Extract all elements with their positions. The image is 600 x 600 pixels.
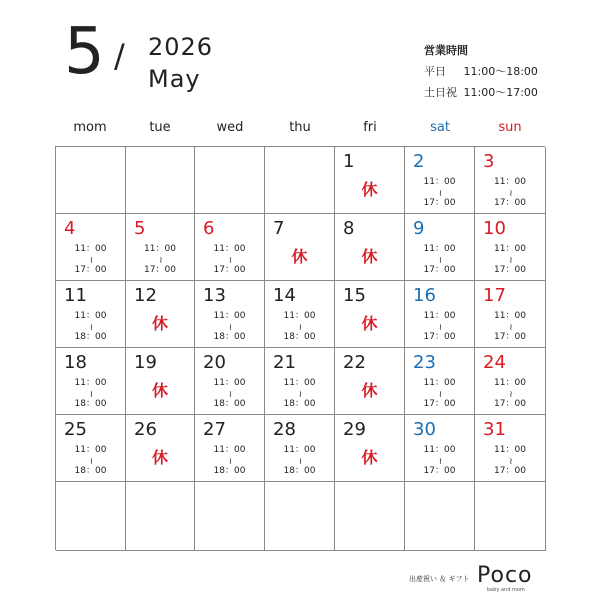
opening-hours	[56, 244, 125, 276]
calendar-day-cell	[195, 482, 265, 551]
day-number: 3	[483, 151, 495, 172]
day-number: 19	[134, 352, 157, 373]
close-time: 18：00	[283, 332, 316, 342]
close-time: 17：00	[213, 265, 246, 275]
closed-label: 休	[361, 448, 378, 467]
close-time: 18：00	[74, 399, 107, 409]
open-time: 11：00	[423, 177, 456, 187]
calendar-day-cell	[265, 482, 335, 551]
range-tilde: ~	[434, 256, 445, 264]
calendar-day-cell	[405, 348, 475, 415]
calendar-day-cell	[265, 348, 335, 415]
calendar-day-cell	[475, 281, 546, 348]
range-tilde: ~	[155, 256, 165, 264]
range-tilde: ~	[224, 323, 235, 331]
calendar-grid	[55, 146, 545, 550]
open-time: 11：00	[283, 311, 316, 321]
open-time: 11：00	[283, 445, 316, 455]
calendar-day-cell	[335, 214, 405, 281]
opening-hours	[405, 378, 474, 410]
range-tilde: ~	[85, 390, 96, 398]
opening-hours	[195, 378, 264, 410]
opening-hours	[56, 445, 125, 477]
close-time: 17：00	[494, 332, 526, 342]
open-time: 11：00	[74, 378, 107, 388]
range-tilde: ~	[434, 189, 445, 197]
calendar-day-cell	[475, 415, 546, 482]
day-number: 25	[64, 419, 87, 440]
closed-label: 休	[361, 247, 378, 266]
range-tilde: ~	[294, 323, 305, 331]
closed-label: 休	[151, 314, 168, 333]
opening-hours	[195, 445, 264, 477]
day-number: 17	[483, 285, 506, 306]
calendar-day-cell	[56, 214, 126, 281]
calendar-day-cell	[475, 482, 546, 551]
range-tilde: ~	[224, 256, 235, 264]
day-number: 2	[413, 151, 425, 172]
close-time: 17：00	[423, 198, 456, 208]
close-time: 18：00	[74, 466, 107, 476]
day-number: 22	[343, 352, 366, 373]
calendar-day-cell	[195, 415, 265, 482]
day-number: 20	[203, 352, 226, 373]
calendar-day-cell	[475, 214, 546, 281]
calendar-day-cell	[405, 281, 475, 348]
calendar-day-cell	[335, 281, 405, 348]
closed-label: 休	[361, 381, 378, 400]
close-time: 17：00	[144, 265, 176, 275]
open-time: 11：00	[494, 177, 526, 187]
calendar-day-cell	[56, 281, 126, 348]
calendar-day-cell	[195, 281, 265, 348]
day-number: 21	[273, 352, 296, 373]
open-time: 11：00	[144, 244, 176, 254]
opening-hours	[475, 177, 545, 209]
calendar-day-cell	[265, 147, 335, 214]
day-number: 29	[343, 419, 366, 440]
opening-hours	[265, 378, 334, 410]
opening-hours	[195, 311, 264, 343]
year-label: 2026	[148, 33, 214, 61]
day-number: 1	[343, 151, 355, 172]
open-time: 11：00	[74, 244, 107, 254]
day-number: 27	[203, 419, 226, 440]
day-number: 10	[483, 218, 506, 239]
close-time: 18：00	[283, 466, 316, 476]
calendar-day-cell	[265, 214, 335, 281]
weekday-header	[55, 120, 545, 136]
calendar-day-cell	[335, 482, 405, 551]
day-number: 31	[483, 419, 506, 440]
range-tilde: ~	[85, 457, 96, 465]
close-time: 17：00	[494, 198, 526, 208]
opening-hours	[405, 244, 474, 276]
close-time: 17：00	[423, 265, 456, 275]
calendar-day-cell	[56, 415, 126, 482]
open-time: 11：00	[423, 311, 456, 321]
month-number: 5	[64, 15, 105, 89]
range-tilde: ~	[505, 457, 515, 465]
range-tilde: ~	[434, 390, 445, 398]
weekday-hours-row	[424, 61, 538, 82]
day-number: 16	[413, 285, 436, 306]
day-number: 12	[134, 285, 157, 306]
open-time: 11：00	[494, 445, 526, 455]
calendar-day-cell	[335, 348, 405, 415]
weekday-mon: mom	[73, 120, 107, 135]
range-tilde: ~	[294, 457, 305, 465]
day-number: 23	[413, 352, 436, 373]
calendar-day-cell	[405, 147, 475, 214]
day-number: 30	[413, 419, 436, 440]
closed-label: 休	[151, 381, 168, 400]
brand-subtitle: baby and mom	[487, 587, 525, 593]
calendar-day-cell	[335, 147, 405, 214]
open-time: 11：00	[423, 244, 456, 254]
open-time: 11：00	[494, 378, 526, 388]
range-tilde: ~	[294, 390, 305, 398]
day-number: 15	[343, 285, 366, 306]
day-number: 9	[413, 218, 425, 239]
calendar-day-cell	[195, 147, 265, 214]
brand-logo: Poco	[477, 563, 533, 588]
calendar-day-cell	[405, 214, 475, 281]
calendar-day-cell	[126, 482, 195, 551]
weekday-thu: thu	[289, 120, 311, 135]
month-name: May	[148, 65, 201, 93]
opening-hours	[475, 311, 545, 343]
close-time: 17：00	[423, 332, 456, 342]
weekday-tue: tue	[149, 120, 171, 135]
range-tilde: ~	[85, 323, 96, 331]
opening-hours	[475, 378, 545, 410]
close-time: 17：00	[494, 399, 526, 409]
open-time: 11：00	[213, 378, 246, 388]
calendar-day-cell	[475, 348, 546, 415]
opening-hours	[265, 445, 334, 477]
open-time: 11：00	[213, 244, 246, 254]
close-time: 18：00	[213, 399, 246, 409]
calendar-day-cell	[126, 348, 195, 415]
calendar-day-cell	[475, 147, 546, 214]
range-tilde: ~	[224, 457, 235, 465]
weekend-hours-value: 11:00〜17:00	[463, 86, 538, 99]
opening-hours	[265, 311, 334, 343]
open-time: 11：00	[74, 445, 107, 455]
opening-hours	[405, 311, 474, 343]
opening-hours	[475, 244, 545, 276]
calendar-day-cell	[126, 147, 195, 214]
weekday-hours-value: 11:00〜18:00	[463, 65, 538, 78]
calendar-day-cell	[195, 348, 265, 415]
day-number: 18	[64, 352, 87, 373]
day-number: 28	[273, 419, 296, 440]
opening-hours	[405, 445, 474, 477]
day-number: 7	[273, 218, 285, 239]
opening-hours	[195, 244, 264, 276]
closed-label: 休	[361, 314, 378, 333]
day-number: 26	[134, 419, 157, 440]
weekday-fri: fri	[363, 120, 377, 135]
weekend-hours-label: 土日祝	[424, 86, 457, 99]
close-time: 18：00	[74, 332, 107, 342]
close-time: 17：00	[423, 399, 456, 409]
business-hours	[424, 40, 538, 103]
closed-label: 休	[291, 247, 308, 266]
close-time: 17：00	[494, 265, 526, 275]
range-tilde: ~	[224, 390, 235, 398]
day-number: 6	[203, 218, 215, 239]
calendar-day-cell	[335, 415, 405, 482]
brand-tagline: 出産祝い ＆ ギフト	[409, 575, 470, 583]
opening-hours	[56, 378, 125, 410]
calendar-day-cell	[126, 281, 195, 348]
calendar-day-cell	[56, 348, 126, 415]
range-tilde: ~	[505, 323, 515, 331]
day-number: 8	[343, 218, 355, 239]
day-number: 4	[64, 218, 76, 239]
close-time: 17：00	[74, 265, 107, 275]
close-time: 17：00	[423, 466, 456, 476]
close-time: 18：00	[283, 399, 316, 409]
calendar-day-cell	[405, 482, 475, 551]
weekday-wed: wed	[216, 120, 244, 135]
range-tilde: ~	[505, 189, 515, 197]
open-time: 11：00	[494, 311, 526, 321]
closed-label: 休	[361, 180, 378, 199]
day-number: 13	[203, 285, 226, 306]
range-tilde: ~	[505, 390, 515, 398]
calendar-day-cell	[56, 147, 126, 214]
open-time: 11：00	[213, 445, 246, 455]
range-tilde: ~	[505, 256, 515, 264]
close-time: 17：00	[494, 466, 526, 476]
calendar-day-cell	[265, 415, 335, 482]
open-time: 11：00	[74, 311, 107, 321]
close-time: 18：00	[213, 332, 246, 342]
open-time: 11：00	[213, 311, 246, 321]
open-time: 11：00	[494, 244, 526, 254]
business-hours-title: 営業時間	[424, 44, 468, 57]
opening-hours	[56, 311, 125, 343]
month-slash: /	[114, 37, 125, 75]
weekend-hours-row	[424, 82, 538, 103]
opening-hours	[405, 177, 474, 209]
open-time: 11：00	[423, 378, 456, 388]
range-tilde: ~	[434, 457, 445, 465]
opening-hours	[126, 244, 194, 276]
calendar-day-cell	[195, 214, 265, 281]
opening-hours	[475, 445, 545, 477]
weekday-sat: sat	[430, 120, 450, 135]
calendar-day-cell	[265, 281, 335, 348]
open-time: 11：00	[423, 445, 456, 455]
range-tilde: ~	[85, 256, 96, 264]
closed-label: 休	[151, 448, 168, 467]
open-time: 11：00	[283, 378, 316, 388]
range-tilde: ~	[434, 323, 445, 331]
day-number: 5	[134, 218, 146, 239]
day-number: 14	[273, 285, 296, 306]
calendar-day-cell	[126, 214, 195, 281]
day-number: 11	[64, 285, 87, 306]
close-time: 18：00	[213, 466, 246, 476]
day-number: 24	[483, 352, 506, 373]
weekday-hours-label: 平日	[424, 65, 446, 78]
calendar-day-cell	[56, 482, 126, 551]
calendar-day-cell	[126, 415, 195, 482]
weekday-sun: sun	[498, 120, 522, 135]
calendar-day-cell	[405, 415, 475, 482]
